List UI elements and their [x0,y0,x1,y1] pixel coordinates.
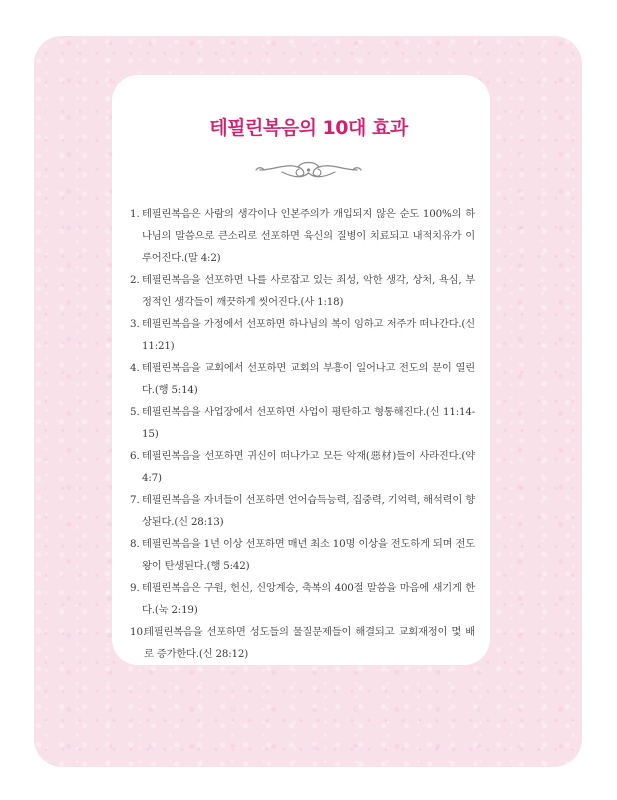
item-number: 8. [130,538,140,550]
item-text: 테필린복음을 선포하면 귀신이 떠나가고 모든 악재(惡材)들이 사라진다.(약 4:7) [142,450,475,484]
list-item [130,533,475,577]
scroll-flourish-ornament-icon [252,155,365,185]
item-number: 1. [130,208,140,220]
page-title: 테필린복음의 10대 효과 [209,117,408,139]
list-item [130,401,475,445]
item-number: 4. [130,362,140,374]
item-text: 테필린복음을 1년 이상 선포하면 매년 최소 10명 이상을 전도하게 되며 전도왕이 탄생된다.(행 5:42) [142,538,475,572]
list-item [130,489,475,533]
item-number: 2. [130,274,140,286]
item-text: 테필린복음을 자녀들이 선포하면 언어습득능력, 집중력, 기억력, 해석력이 향상된다.(신 28:13) [142,494,475,528]
item-number: 3. [130,318,140,330]
item-number: 5. [130,406,140,418]
item-text: 테필린복음은 구원, 헌신, 신앙계승, 축복의 400절 말씀을 마음에 새기게 한다.(눅 2:19) [142,582,475,616]
item-number: 10. [130,626,147,638]
item-text: 테필린복음을 사업장에서 선포하면 사업이 평탄하고 형통해진다.(신 11:14-15) [142,406,475,440]
item-text: 테필린복음을 교회에서 선포하면 교회의 부흥이 일어나고 전도의 문이 열린다.(행 5:14) [142,362,475,396]
list-item [130,621,475,665]
effects-list [130,203,475,665]
list-item [130,269,475,313]
item-text: 테필린복음을 가정에서 선포하면 하나님의 복이 임하고 저주가 떠나간다.(신 11:21) [142,318,475,352]
list-item [130,203,475,269]
list-item [130,313,475,357]
list-item [130,445,475,489]
item-text: 테필린복음을 선포하면 나를 사로잡고 있는 죄성, 악한 생각, 상처, 욕심, 부정적인 생각들이 깨끗하게 씻어진다.(사 1:18) [142,274,475,308]
list-item [130,357,475,401]
item-text: 테필린복음을 선포하면 성도들의 물질문제들이 해결되고 교회재정이 몇 배로 증가한다.(신 28:12) [144,626,475,660]
item-text: 테필린복음은 사람의 생각이나 인본주의가 개입되지 않은 순도 100%의 하나님의 말씀으로 큰소리로 선포하면 육신의 질병이 치료되고 내적치유가 이루어진다.(말 4:2) [142,208,475,264]
item-number: 6. [130,450,140,462]
item-number: 9. [130,582,140,594]
list-item [130,577,475,621]
item-number: 7. [130,494,140,506]
